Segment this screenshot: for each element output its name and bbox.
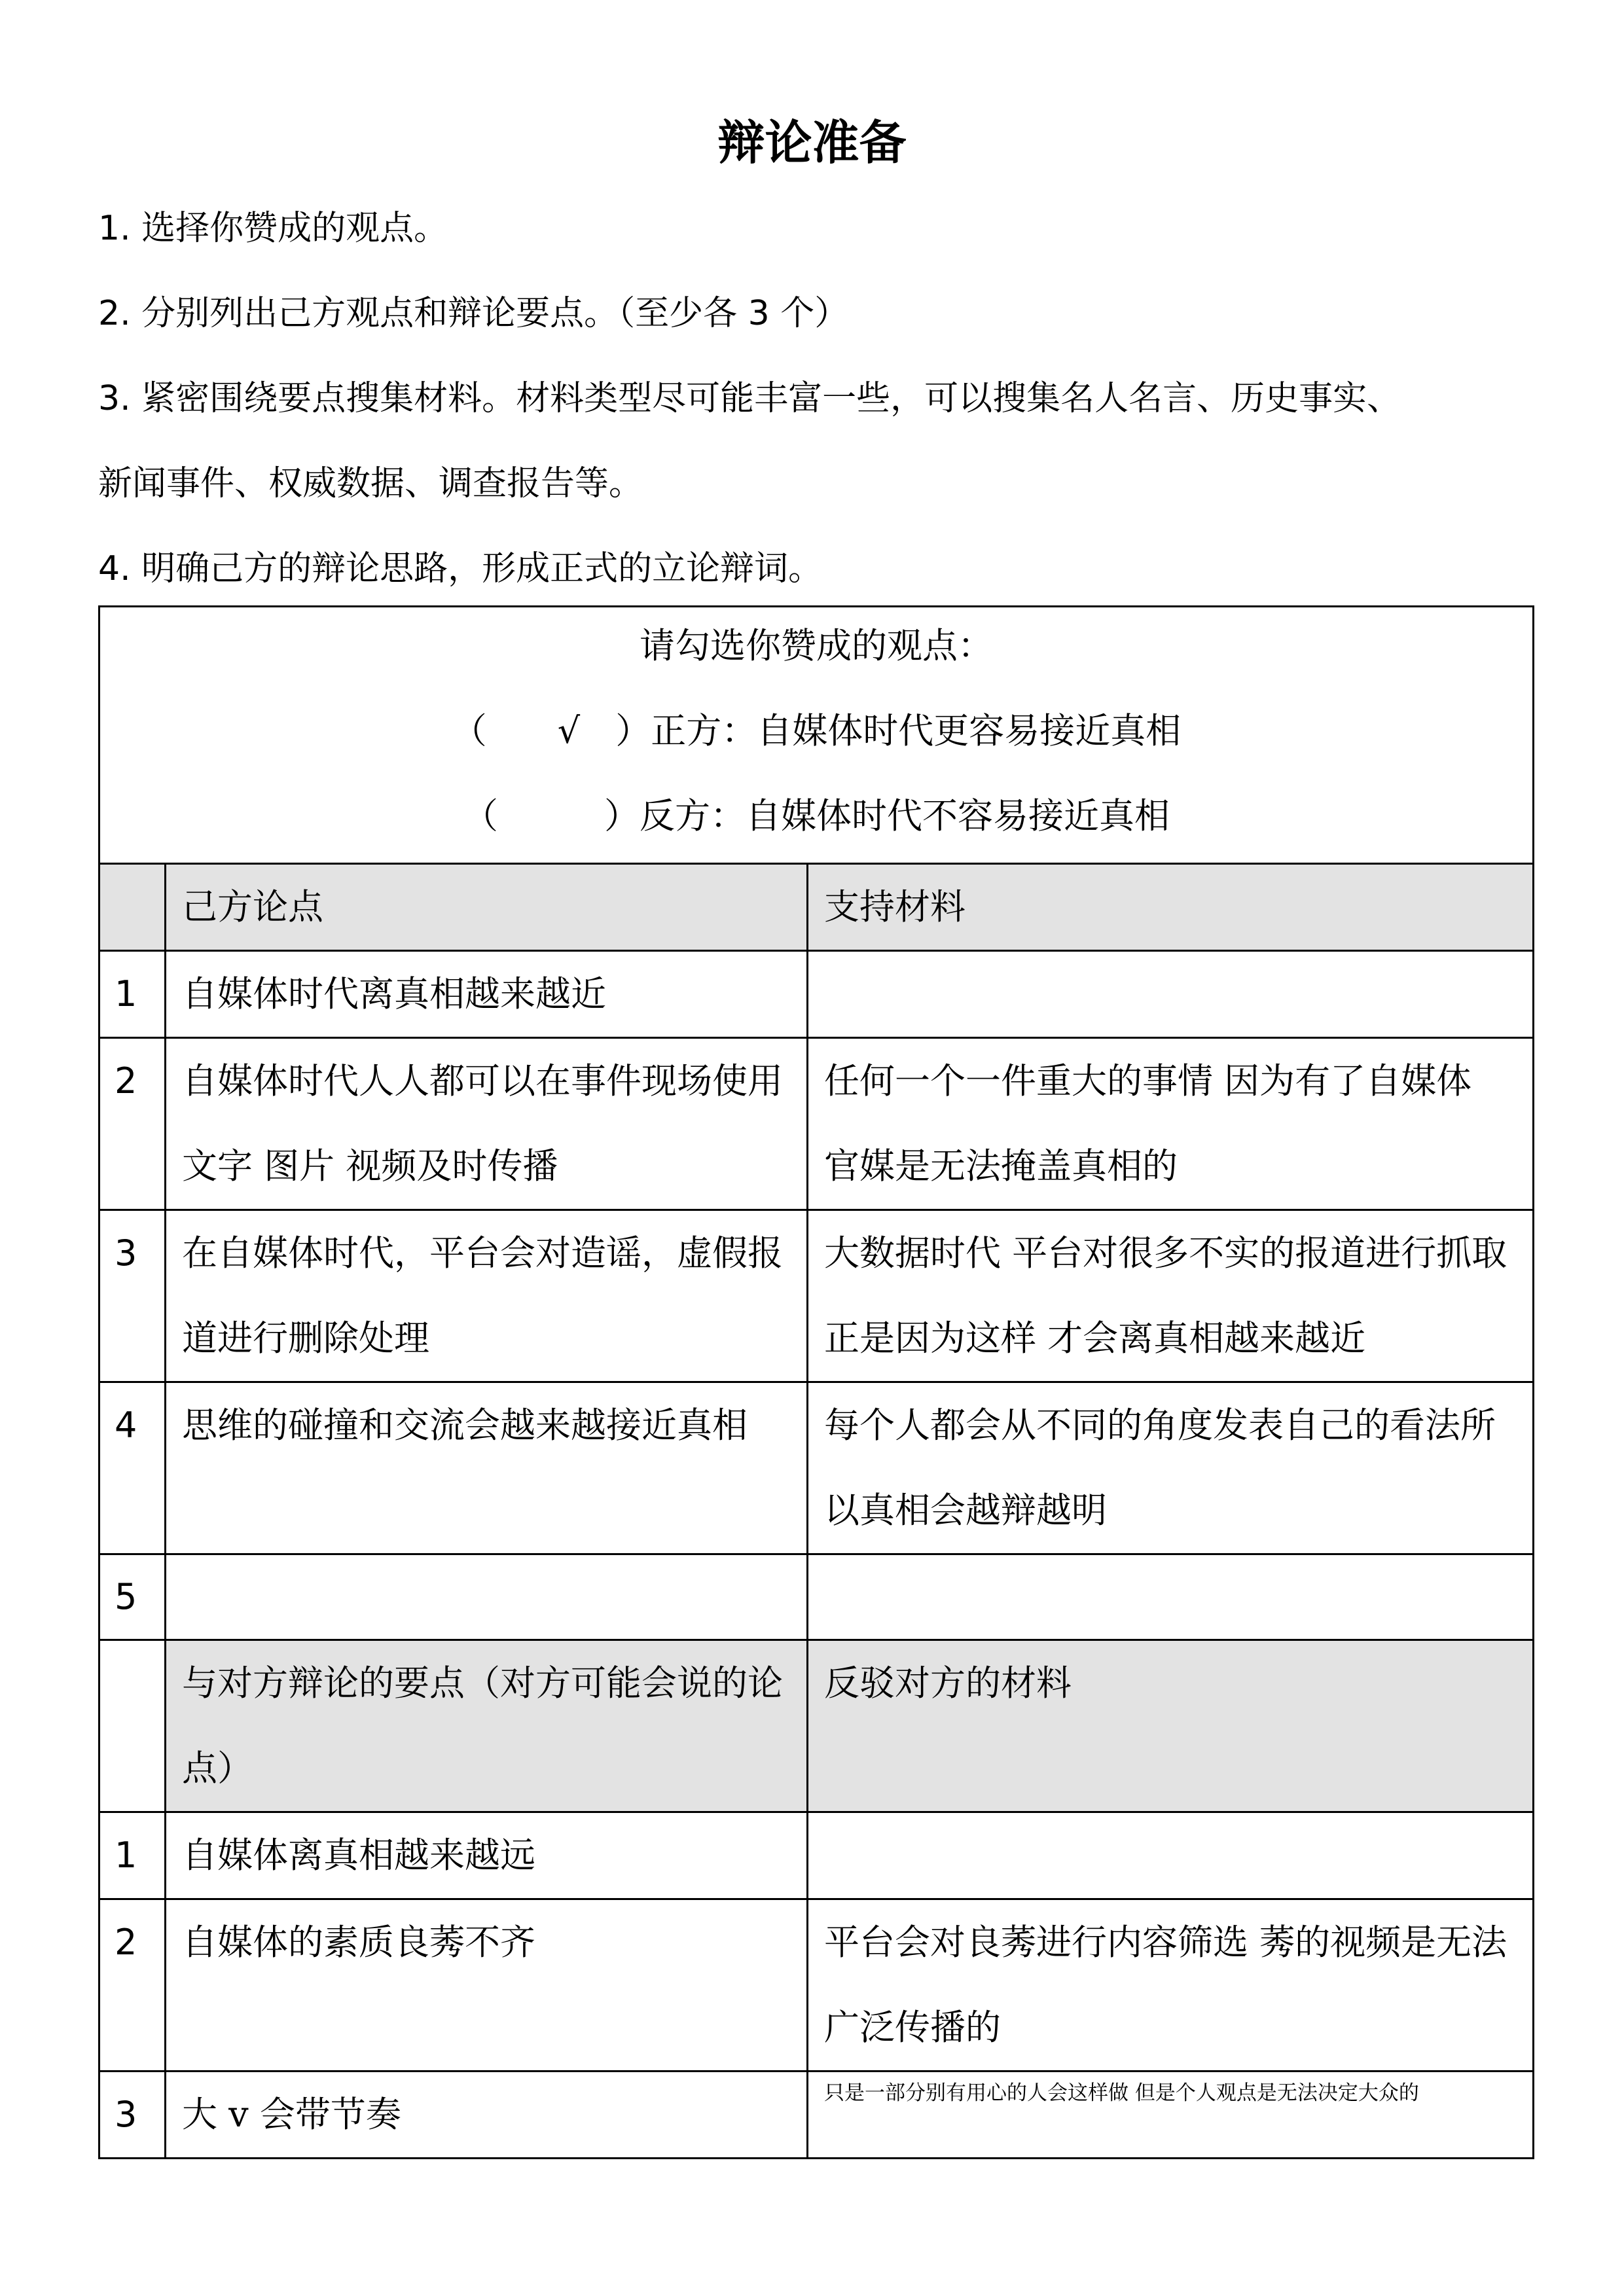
choice-pro-option[interactable]: （ √ ）正方：自媒体时代更容易接近真相 <box>451 710 1182 751</box>
table-row <box>99 1899 1534 2072</box>
instruction-3-continued: 新闻事件、权威数据、调查报告等。 <box>98 464 643 503</box>
row-material: 每个人都会从不同的角度发表自己的看法所以真相会越辩越明 <box>808 1382 1534 1554</box>
page-title: 辩论准备 <box>717 115 907 170</box>
row-material <box>808 951 1534 1038</box>
row-point: 自媒体的素质良莠不齐 <box>166 1899 808 2072</box>
row-point: 自媒体离真相越来越远 <box>166 1812 808 1899</box>
table-row <box>99 1554 1534 1640</box>
section1-header-num <box>99 864 166 951</box>
section1-header-material: 支持材料 <box>808 864 1534 951</box>
section2-header-point: 与对方辩论的要点（对方可能会说的论点） <box>166 1640 808 1812</box>
row-material: 平台会对良莠进行内容筛选 莠的视频是无法广泛传播的 <box>808 1899 1534 2072</box>
instructions <box>98 196 1532 622</box>
table-row <box>99 951 1534 1038</box>
table-row <box>99 1382 1534 1554</box>
table-row <box>99 1210 1534 1382</box>
debate-prep-table <box>98 605 1534 2159</box>
table-row <box>99 1038 1534 1210</box>
section1-header-point: 己方论点 <box>166 864 808 951</box>
row-number: 5 <box>99 1554 166 1640</box>
row-number: 3 <box>99 1210 166 1382</box>
section2-header-row <box>99 1640 1534 1812</box>
instruction-2: 2. 分别列出己方观点和辩论要点。（至少各 3 个） <box>98 294 849 333</box>
row-point: 自媒体时代人人都可以在事件现场使用文字 图片 视频及时传播 <box>166 1038 808 1210</box>
row-material: 大数据时代 平台对很多不实的报道进行抓取 正是因为这样 才会离真相越来越近 <box>808 1210 1534 1382</box>
section1-header-row <box>99 864 1534 951</box>
choice-prompt: 请勾选你赞成的观点： <box>640 625 993 666</box>
row-material <box>808 1554 1534 1640</box>
instruction-1: 1. 选择你赞成的观点。 <box>98 209 448 248</box>
instruction-3: 3. 紧密围绕要点搜集材料。材料类型尽可能丰富一些，可以搜集名人名言、历史事实、 <box>98 379 1401 418</box>
row-material <box>808 2072 1534 2159</box>
table-row <box>99 1812 1534 1899</box>
row-number: 3 <box>99 2072 166 2159</box>
row-material: 任何一个一件重大的事情 因为有了自媒体 官媒是无法掩盖真相的 <box>808 1038 1534 1210</box>
row-material-text: 只是一部分别有用心的人会这样做 但是个人观点是无法决定大众的 <box>824 2081 1419 2105</box>
row-point: 大 v 会带节奏 <box>166 2072 808 2159</box>
section2-header-material: 反驳对方的材料 <box>808 1640 1534 1812</box>
section2-header-num <box>99 1640 166 1812</box>
choice-row <box>99 607 1534 864</box>
row-number: 1 <box>99 1812 166 1899</box>
row-point: 自媒体时代离真相越来越近 <box>166 951 808 1038</box>
row-number: 2 <box>99 1899 166 2072</box>
choice-con-option[interactable]: （ ）反方：自媒体时代不容易接近真相 <box>463 795 1170 836</box>
table-row <box>99 2072 1534 2159</box>
row-point: 在自媒体时代，平台会对造谣，虚假报道进行删除处理 <box>166 1210 808 1382</box>
row-number: 4 <box>99 1382 166 1554</box>
row-number: 2 <box>99 1038 166 1210</box>
row-number: 1 <box>99 951 166 1038</box>
choice-cell <box>99 607 1534 864</box>
row-point <box>166 1554 808 1640</box>
row-point: 思维的碰撞和交流会越来越接近真相 <box>166 1382 808 1554</box>
instruction-4: 4. 明确己方的辩论思路，形成正式的立论辩词。 <box>98 549 823 588</box>
row-material <box>808 1812 1534 1899</box>
